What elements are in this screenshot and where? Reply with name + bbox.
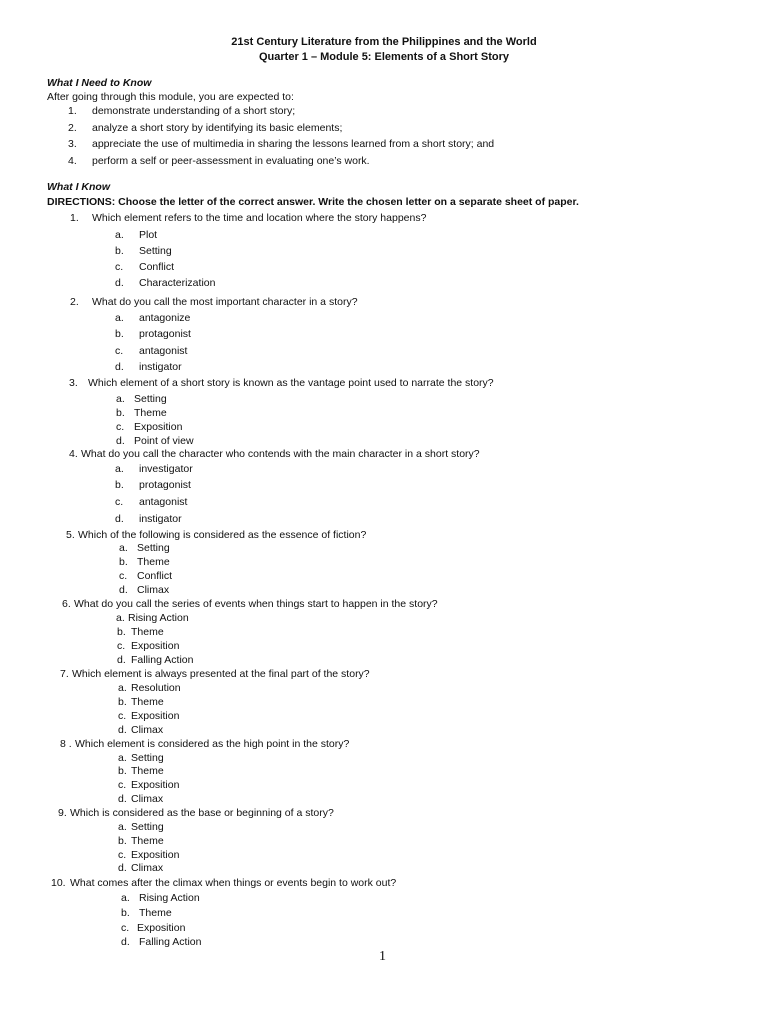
choice-text: Exposition bbox=[131, 640, 180, 652]
objective-number: 3. bbox=[68, 138, 77, 150]
choice-text: investigator bbox=[139, 463, 193, 475]
question-number: 4. bbox=[69, 448, 78, 460]
choice-text: antagonize bbox=[139, 312, 191, 324]
choice-letter: c. bbox=[117, 640, 126, 652]
choice-text: Theme bbox=[134, 407, 167, 419]
choice-letter: a. bbox=[116, 612, 125, 624]
choice-letter: d. bbox=[119, 584, 128, 596]
choice-letter: b. bbox=[118, 835, 127, 847]
question-text: Which element of a short story is known as the vantage point used to narrate the story? bbox=[88, 377, 494, 389]
choice-letter: c. bbox=[116, 421, 125, 433]
choice-letter: c. bbox=[121, 922, 130, 934]
choice-letter: a. bbox=[115, 312, 124, 324]
choice-text: Rising Action bbox=[139, 892, 200, 904]
question-number: 5. bbox=[66, 529, 75, 541]
question-number: 3. bbox=[69, 377, 78, 389]
objective-text: analyze a short story by identifying its basic elements; bbox=[92, 122, 343, 134]
choice-text: Falling Action bbox=[131, 654, 194, 666]
choice-text: Exposition bbox=[131, 710, 180, 722]
question-number: 2. bbox=[70, 296, 79, 308]
choice-letter: b. bbox=[115, 479, 124, 491]
choice-text: Theme bbox=[131, 835, 164, 847]
choice-text: Setting bbox=[134, 393, 167, 405]
choice-text: protagonist bbox=[139, 479, 191, 491]
choice-text: Plot bbox=[139, 229, 158, 241]
choice-text: Climax bbox=[137, 584, 170, 596]
choice-text: Setting bbox=[131, 821, 164, 833]
choice-letter: a. bbox=[119, 542, 128, 554]
choice-letter: a. bbox=[121, 892, 130, 904]
choice-text: Setting bbox=[131, 752, 164, 764]
choice-text: Climax bbox=[131, 793, 164, 805]
question-text: Which element refers to the time and location where the story happens? bbox=[92, 212, 427, 224]
choice-text: antagonist bbox=[139, 345, 188, 357]
choice-text: Theme bbox=[131, 626, 164, 638]
choice-text: Setting bbox=[137, 542, 170, 554]
choice-letter: a. bbox=[115, 229, 124, 241]
question-text: What do you call the most important character in a story? bbox=[92, 296, 358, 308]
choice-letter: a. bbox=[115, 463, 124, 475]
choice-letter: c. bbox=[118, 710, 127, 722]
choice-text: Climax bbox=[131, 862, 164, 874]
choice-letter: b. bbox=[118, 696, 127, 708]
choice-letter: c. bbox=[115, 261, 124, 273]
choice-text: Exposition bbox=[131, 849, 180, 861]
choice-text: Theme bbox=[137, 556, 170, 568]
choice-text: Theme bbox=[131, 696, 164, 708]
choice-letter: c. bbox=[119, 570, 128, 582]
choice-letter: c. bbox=[118, 849, 127, 861]
question-text: What comes after the climax when things or events begin to work out? bbox=[70, 877, 397, 889]
choice-letter: d. bbox=[116, 435, 125, 447]
choice-text: Point of view bbox=[134, 435, 194, 447]
question-number: 9. bbox=[58, 807, 67, 819]
choice-letter: b. bbox=[116, 407, 125, 419]
choice-text: Exposition bbox=[131, 779, 180, 791]
directions-label: DIRECTIONS: bbox=[47, 196, 116, 208]
question-text: Which of the following is considered as the essence of fiction? bbox=[78, 529, 367, 541]
section-heading-need-to-know: What I Need to Know bbox=[47, 77, 152, 89]
question-text: What do you call the series of events when things start to happen in the story? bbox=[74, 598, 438, 610]
choice-text: Setting bbox=[139, 245, 172, 257]
choice-letter: b. bbox=[121, 907, 130, 919]
question-number: 8 . bbox=[60, 738, 72, 750]
choice-letter: b. bbox=[117, 626, 126, 638]
choice-letter: d. bbox=[115, 513, 124, 525]
choice-letter: b. bbox=[115, 328, 124, 340]
choice-text: Exposition bbox=[134, 421, 183, 433]
choice-letter: a. bbox=[118, 821, 127, 833]
choice-text: Climax bbox=[131, 724, 164, 736]
directions-text: Choose the letter of the correct answer. Write the chosen letter on a separate sheet of paper. bbox=[115, 196, 579, 208]
choice-text: Conflict bbox=[137, 570, 173, 582]
choice-text: protagonist bbox=[139, 328, 191, 340]
choice-letter: c. bbox=[115, 496, 124, 508]
question-text: Which element is always presented at the final part of the story? bbox=[72, 668, 370, 680]
choice-letter: d. bbox=[115, 277, 124, 289]
choice-letter: b. bbox=[119, 556, 128, 568]
choice-text: Conflict bbox=[139, 261, 175, 273]
choice-letter: d. bbox=[117, 654, 126, 666]
objective-number: 4. bbox=[68, 155, 77, 167]
objective-number: 2. bbox=[68, 122, 77, 134]
choice-letter: a. bbox=[118, 682, 127, 694]
question-number: 7. bbox=[60, 668, 69, 680]
choice-letter: b. bbox=[115, 245, 124, 257]
question-text: Which is considered as the base or beginning of a story? bbox=[70, 807, 334, 819]
document-subtitle: Quarter 1 – Module 5: Elements of a Short Story bbox=[259, 51, 509, 63]
choice-letter: d. bbox=[118, 793, 127, 805]
choice-text: Theme bbox=[131, 765, 164, 777]
document-title: 21st Century Literature from the Philippines and the World bbox=[231, 36, 537, 48]
choice-text: instigator bbox=[139, 513, 182, 525]
question-number: 6. bbox=[62, 598, 71, 610]
objectives-intro: After going through this module, you are expected to: bbox=[47, 91, 294, 103]
question-number: 1. bbox=[70, 212, 79, 224]
choice-letter: c. bbox=[115, 345, 124, 357]
choice-letter: d. bbox=[118, 724, 127, 736]
objective-text: demonstrate understanding of a short story; bbox=[92, 105, 296, 117]
choice-letter: a. bbox=[118, 752, 127, 764]
choice-text: Resolution bbox=[131, 682, 181, 694]
choice-text: instigator bbox=[139, 361, 182, 373]
choice-text: Falling Action bbox=[139, 936, 202, 948]
objective-text: perform a self or peer-assessment in evaluating one’s work. bbox=[92, 155, 370, 167]
choice-letter: a. bbox=[116, 393, 125, 405]
choice-text: Theme bbox=[139, 907, 172, 919]
choice-letter: d. bbox=[118, 862, 127, 874]
question-text: What do you call the character who contends with the main character in a short story? bbox=[81, 448, 480, 460]
choice-text: Exposition bbox=[137, 922, 186, 934]
page-number: 1 bbox=[379, 949, 386, 964]
objective-text: appreciate the use of multimedia in sharing the lessons learned from a short story; and bbox=[92, 138, 495, 150]
choice-letter: b. bbox=[118, 765, 127, 777]
question-text: Which element is considered as the high point in the story? bbox=[75, 738, 350, 750]
objective-number: 1. bbox=[68, 105, 77, 117]
choice-letter: d. bbox=[115, 361, 124, 373]
section-heading-what-i-know: What I Know bbox=[47, 181, 110, 193]
choice-letter: c. bbox=[118, 779, 127, 791]
choice-text: Rising Action bbox=[128, 612, 189, 624]
choice-letter: d. bbox=[121, 936, 130, 948]
choice-text: antagonist bbox=[139, 496, 188, 508]
question-number: 10. bbox=[51, 877, 66, 889]
directions bbox=[47, 196, 579, 209]
choice-text: Characterization bbox=[139, 277, 216, 289]
